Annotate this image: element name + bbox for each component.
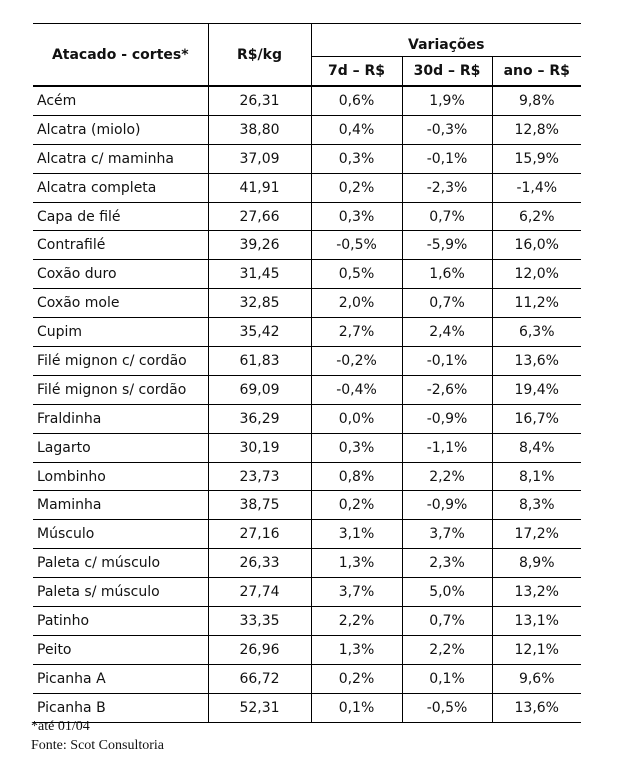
cell-30d: 1,9% bbox=[402, 86, 492, 115]
cell-7d: 0,6% bbox=[311, 86, 402, 115]
table-row bbox=[33, 86, 581, 115]
header-cut: Atacado - cortes* bbox=[33, 24, 208, 87]
cell-cut: Filé mignon s/ cordão bbox=[33, 375, 208, 404]
header-30d: 30d – R$ bbox=[402, 57, 492, 87]
cell-7d: 0,3% bbox=[311, 433, 402, 462]
cell-30d: 2,4% bbox=[402, 318, 492, 347]
cell-year: 8,9% bbox=[492, 549, 581, 578]
cell-price: 27,16 bbox=[208, 520, 311, 549]
cell-price: 31,45 bbox=[208, 260, 311, 289]
cell-price: 35,42 bbox=[208, 318, 311, 347]
cell-30d: 5,0% bbox=[402, 578, 492, 607]
cell-price: 32,85 bbox=[208, 289, 311, 318]
cell-30d: 3,7% bbox=[402, 520, 492, 549]
table-row bbox=[33, 462, 581, 491]
cell-7d: 0,5% bbox=[311, 260, 402, 289]
table-row bbox=[33, 549, 581, 578]
cell-30d: 0,7% bbox=[402, 202, 492, 231]
cell-7d: 2,7% bbox=[311, 318, 402, 347]
cell-year: 17,2% bbox=[492, 520, 581, 549]
cell-year: 6,3% bbox=[492, 318, 581, 347]
cell-7d: 0,2% bbox=[311, 173, 402, 202]
cell-7d: 0,0% bbox=[311, 404, 402, 433]
cell-price: 41,91 bbox=[208, 173, 311, 202]
cell-7d: 2,2% bbox=[311, 607, 402, 636]
cell-cut: Cupim bbox=[33, 318, 208, 347]
table-row bbox=[33, 347, 581, 376]
table-row bbox=[33, 491, 581, 520]
cell-7d: 0,8% bbox=[311, 462, 402, 491]
cell-30d: -2,6% bbox=[402, 375, 492, 404]
cell-7d: 0,4% bbox=[311, 115, 402, 144]
cell-7d: 3,7% bbox=[311, 578, 402, 607]
cell-year: 12,8% bbox=[492, 115, 581, 144]
cell-30d: -5,9% bbox=[402, 231, 492, 260]
cell-30d: -0,1% bbox=[402, 144, 492, 173]
cell-price: 26,31 bbox=[208, 86, 311, 115]
cell-year: -1,4% bbox=[492, 173, 581, 202]
cell-price: 33,35 bbox=[208, 607, 311, 636]
cell-year: 16,0% bbox=[492, 231, 581, 260]
cell-30d: -0,5% bbox=[402, 693, 492, 722]
cell-cut: Capa de filé bbox=[33, 202, 208, 231]
cell-cut: Coxão duro bbox=[33, 260, 208, 289]
cell-7d: 1,3% bbox=[311, 635, 402, 664]
table-row bbox=[33, 115, 581, 144]
cell-cut: Picanha A bbox=[33, 664, 208, 693]
cell-cut: Paleta s/ músculo bbox=[33, 578, 208, 607]
cell-30d: -0,1% bbox=[402, 347, 492, 376]
cell-30d: -0,9% bbox=[402, 404, 492, 433]
cell-cut: Fraldinha bbox=[33, 404, 208, 433]
notes bbox=[31, 717, 164, 755]
price-table bbox=[33, 23, 581, 723]
cell-price: 61,83 bbox=[208, 347, 311, 376]
cell-7d: 0,2% bbox=[311, 664, 402, 693]
cell-price: 27,74 bbox=[208, 578, 311, 607]
cell-30d: 0,1% bbox=[402, 664, 492, 693]
cell-30d: -0,3% bbox=[402, 115, 492, 144]
cell-cut: Filé mignon c/ cordão bbox=[33, 347, 208, 376]
cell-cut: Paleta c/ músculo bbox=[33, 549, 208, 578]
cell-year: 9,6% bbox=[492, 664, 581, 693]
cell-year: 13,1% bbox=[492, 607, 581, 636]
cell-7d: -0,5% bbox=[311, 231, 402, 260]
table-row bbox=[33, 375, 581, 404]
cell-price: 38,80 bbox=[208, 115, 311, 144]
cell-price: 66,72 bbox=[208, 664, 311, 693]
cell-price: 52,31 bbox=[208, 693, 311, 722]
table-body bbox=[33, 86, 581, 722]
cell-year: 12,1% bbox=[492, 635, 581, 664]
table-row bbox=[33, 578, 581, 607]
cell-cut: Maminha bbox=[33, 491, 208, 520]
cell-cut: Lagarto bbox=[33, 433, 208, 462]
cell-7d: 0,3% bbox=[311, 144, 402, 173]
cell-year: 8,4% bbox=[492, 433, 581, 462]
cell-year: 12,0% bbox=[492, 260, 581, 289]
footnote: *até 01/04 bbox=[31, 719, 90, 734]
cell-7d: 2,0% bbox=[311, 289, 402, 318]
cell-cut: Lombinho bbox=[33, 462, 208, 491]
cell-7d: -0,2% bbox=[311, 347, 402, 376]
table-row bbox=[33, 404, 581, 433]
table-row bbox=[33, 173, 581, 202]
header-variations: Variações bbox=[311, 24, 581, 57]
cell-year: 13,2% bbox=[492, 578, 581, 607]
cell-year: 11,2% bbox=[492, 289, 581, 318]
cell-7d: 0,3% bbox=[311, 202, 402, 231]
cell-30d: -1,1% bbox=[402, 433, 492, 462]
cell-year: 13,6% bbox=[492, 693, 581, 722]
cell-cut: Patinho bbox=[33, 607, 208, 636]
cell-price: 69,09 bbox=[208, 375, 311, 404]
header-year: ano – R$ bbox=[492, 57, 581, 87]
cell-cut: Alcatra c/ maminha bbox=[33, 144, 208, 173]
cell-year: 8,1% bbox=[492, 462, 581, 491]
cell-7d: 3,1% bbox=[311, 520, 402, 549]
table-row bbox=[33, 144, 581, 173]
table-row bbox=[33, 260, 581, 289]
cell-price: 30,19 bbox=[208, 433, 311, 462]
cell-price: 37,09 bbox=[208, 144, 311, 173]
cell-7d: -0,4% bbox=[311, 375, 402, 404]
table-row bbox=[33, 520, 581, 549]
cell-30d: 2,2% bbox=[402, 462, 492, 491]
cell-year: 9,8% bbox=[492, 86, 581, 115]
cell-7d: 0,1% bbox=[311, 693, 402, 722]
header-price: R$/kg bbox=[208, 24, 311, 87]
cell-30d: 1,6% bbox=[402, 260, 492, 289]
cell-price: 36,29 bbox=[208, 404, 311, 433]
cell-30d: 0,7% bbox=[402, 607, 492, 636]
cell-year: 13,6% bbox=[492, 347, 581, 376]
cell-30d: 2,3% bbox=[402, 549, 492, 578]
table-row bbox=[33, 607, 581, 636]
cell-price: 26,33 bbox=[208, 549, 311, 578]
cell-cut: Peito bbox=[33, 635, 208, 664]
cell-year: 6,2% bbox=[492, 202, 581, 231]
cell-cut: Coxão mole bbox=[33, 289, 208, 318]
source-credit: Fonte: Scot Consultoria bbox=[31, 738, 164, 753]
cell-30d: -2,3% bbox=[402, 173, 492, 202]
cell-cut: Acém bbox=[33, 86, 208, 115]
cell-price: 23,73 bbox=[208, 462, 311, 491]
table-row bbox=[33, 433, 581, 462]
cell-7d: 0,2% bbox=[311, 491, 402, 520]
cell-cut: Alcatra (miolo) bbox=[33, 115, 208, 144]
cell-year: 16,7% bbox=[492, 404, 581, 433]
cell-year: 15,9% bbox=[492, 144, 581, 173]
header-7d: 7d – R$ bbox=[311, 57, 402, 87]
cell-cut: Músculo bbox=[33, 520, 208, 549]
table-row bbox=[33, 664, 581, 693]
cell-30d: 0,7% bbox=[402, 289, 492, 318]
table-row bbox=[33, 202, 581, 231]
cell-30d: -0,9% bbox=[402, 491, 492, 520]
cell-price: 27,66 bbox=[208, 202, 311, 231]
table-row bbox=[33, 635, 581, 664]
table-row bbox=[33, 289, 581, 318]
table-row bbox=[33, 231, 581, 260]
cell-price: 39,26 bbox=[208, 231, 311, 260]
cell-cut: Picanha B bbox=[33, 693, 208, 722]
cell-cut: Alcatra completa bbox=[33, 173, 208, 202]
cell-year: 19,4% bbox=[492, 375, 581, 404]
cell-cut: Contrafilé bbox=[33, 231, 208, 260]
cell-30d: 2,2% bbox=[402, 635, 492, 664]
cell-price: 26,96 bbox=[208, 635, 311, 664]
cell-7d: 1,3% bbox=[311, 549, 402, 578]
cell-year: 8,3% bbox=[492, 491, 581, 520]
table-row bbox=[33, 318, 581, 347]
cell-price: 38,75 bbox=[208, 491, 311, 520]
